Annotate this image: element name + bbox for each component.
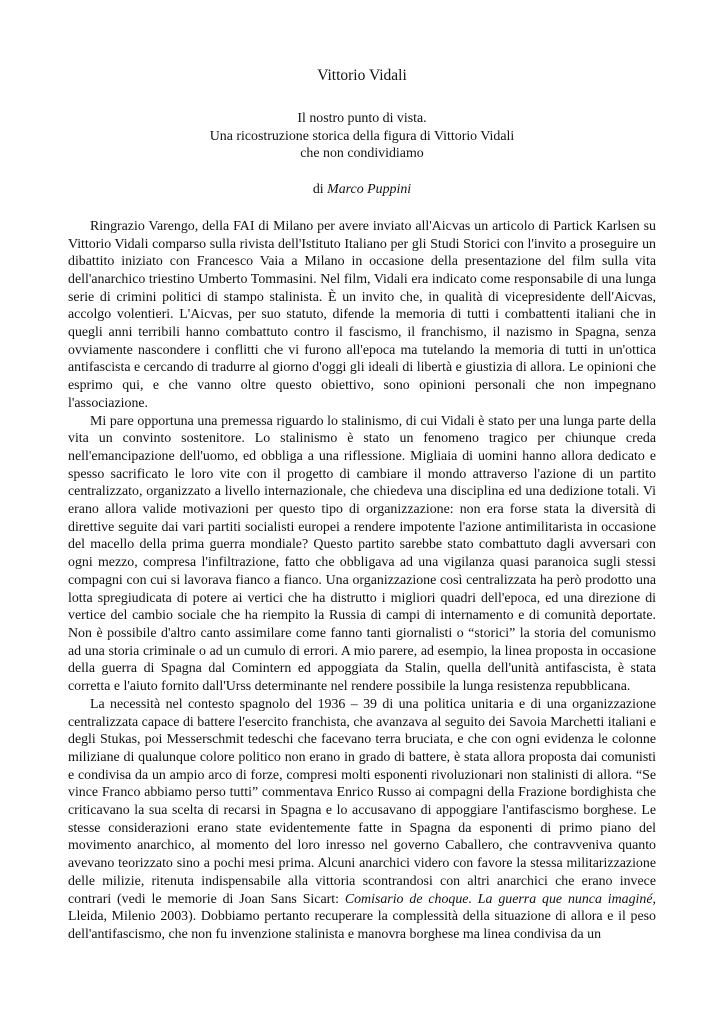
document-subtitle [68,110,656,163]
subtitle-line: Una ricostruzione storica della figura di Vittorio Vidali [209,128,515,144]
subtitle-line: che non condividiamo [300,146,424,162]
author-name: Marco Puppini [327,182,412,198]
document-title: Vittorio Vidali [317,67,407,84]
body-paragraph [68,696,656,944]
body-paragraph: Ringrazio Varengo, della FAI di Milano per avere inviato all'Aicvas un articolo di Partick Karlsen su Vittorio Vidali comparso sulla rivista dell'Istituto Italiano per gli Studi Storici con l'invito a proseguire un dibattito iniziato con Francesco Vaia a Milano in occasione della presentazione del film sulla vita dell'anarchico triestino Umberto Tommasini. Nel film, Vidali era indicato come responsabile di una lunga serie di crimini politici di stampo stalinista. È un invito che, in qualità di vicepresidente dell'Aicvas, accolgo volentieri. L'Aicvas, per suo statuto, difende la memoria di tutti i combattenti italiani che in quegli anni terribili hanno combattuto contro il fascismo, il franchismo, il nazismo in Spagna, senza ovviamente nascondere i conflitti che vi furono all'epoca ma tutelando la memoria di tutti in un'ottica antifascista e cercando di tradurre al giorno d'oggi gli ideali di libertà e giustizia di allora. Le opinioni che esprimo qui, e che vanno oltre questo obiettivo, sono opinioni personali che non impegnano l'associazione. [68,218,656,411]
paragraph-text: La necessità nel contesto spagnolo del 1936 – 39 di una politica unitaria e di una organizzazione centralizzata capace di battere l'esercito franchista, che avanzava al seguito dei Savoia Marchetti italiani e degli Stukas, poi Messerschmit tedeschi che facevano terra bruciata, e che con ogni evidenza le colonne miliziane di qualunque colore politico non erano in grado di battere, è stata allora proposta dai comunisti e condivisa da un ampio arco di forze, compresi molti esponenti rivoluzionari non stalinisti di allora. “Se vince Franco abbiamo perso tutti” commentava Enrico Russo ai compagni della Frazione bordighista che criticavano la sua scelta di recarsi in Spagna e lo accusavano di appoggiare l'antifascismo borghese. Le stesse considerazioni erano state evidentemente fatte in Spagna da esponenti di primo piano del movimento anarchico, al momento del loro inresso nel governo Caballero, che contravveniva quanto avevano teorizzato sino a pochi mesi prima. Alcuni anarchici videro con favore la stessa militarizzazione delle milizie, ritenuta indispensabile alla vittoria scontrandosi con altri anarchici che erano invece contrari (vedi le memorie di Joan Sans Sicart: [68,696,656,907]
byline-prefix: di [312,182,324,198]
paragraph-text: , Lleida, Milenio 2003). Dobbiamo pertanto recuperare la complessità della situazione di allora e il peso dell'antifascismo, che non fu invenzione stalinista e manovra borghese ma linea condivisa da un [68,891,656,942]
author-byline [68,181,656,199]
book-title: Comisario de choque. La guerra que nunca imaginé [344,891,653,907]
body-paragraph: Mi pare opportuna una premessa riguardo lo stalinismo, di cui Vidali è stato per una lunga parte della vita un convinto sostenitore. Lo stalinismo è stato un fenomeno tragico per chiunque creda nell'emancipazione dell'uomo, ed obbliga a una riflessione. Migliaia di uomini hanno allora dedicato e spesso sacrificato le loro vite con il progetto di cambiare il mondo attraverso l'azione di un partito centralizzato, organizzato a livello internazionale, che chiedeva una disciplina ed una dedizione totali. Vi erano allora valide motivazioni per questo tipo di organizzazione: non era forse stata la diversità di direttive seguite dai vari partiti socialisti europei a rendere impotente l'azione antimilitarista in occasione del macello della prima guerra mondiale? Questo partito sarebbe stato combattuto dagli avversari con ogni mezzo, compresa l'infiltrazione, fatto che obbligava ad una vigilanza quasi paranoica sugli stessi compagni con cui si lavorava fianco a fianco. Una organizzazione così centralizzata ha però prodotto una lotta spregiudicata di potere ai vertici che ha distrutto i migliori quadri dell'epoca, ed una direzione di vertice del cambio sociale che ha riempito la Russia di campi di internamento e di comunità deportate. Non è possibile d'altro canto assimilare come fanno tanti giornalisti o “storici” la storia del comunismo ad una storia criminale o ad un cumulo di errori. A mio parere, ad esempio, la linea proposta in occasione della guerra di Spagna dal Comintern ed appoggiata da Stalin, quella dell'unità antifascista, è stata corretta e l'aiuto fornito dall'Urss determinante nel rendere possibile la lunga resistenza repubblicana. [68,413,656,695]
subtitle-line: Il nostro punto di vista. [297,111,427,126]
